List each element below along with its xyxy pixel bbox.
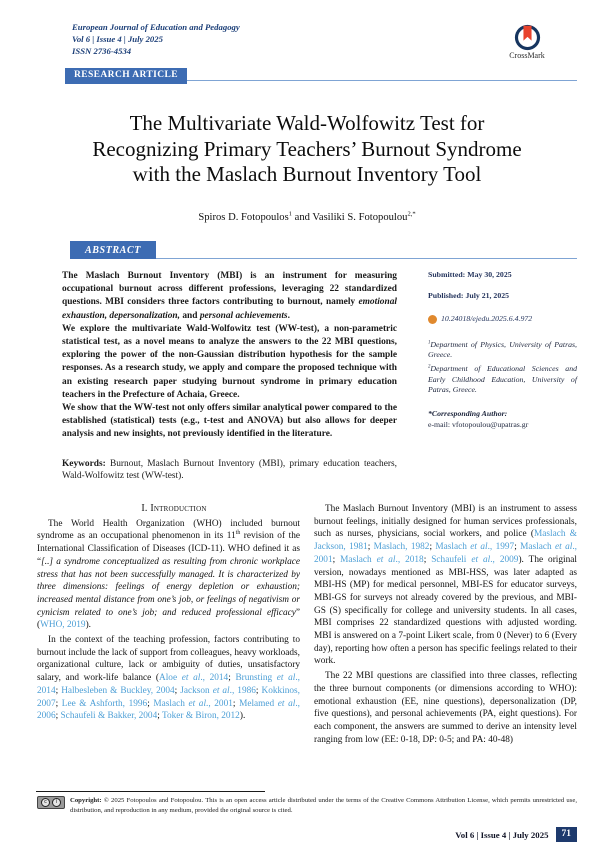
- article-type-rule: [65, 64, 577, 81]
- text-run: I.: [141, 503, 151, 514]
- citation-link[interactable]: Jackson: [180, 685, 213, 696]
- text-run: ).: [239, 711, 246, 722]
- citation-link[interactable]: Maslach: [435, 542, 471, 553]
- text-run: May 30, 2025: [467, 270, 512, 279]
- left-column: [37, 503, 300, 748]
- submitted-date: [428, 270, 577, 281]
- citation-link[interactable]: ., 2014: [37, 673, 301, 696]
- copyright-text: [70, 797, 577, 814]
- citation-link[interactable]: Lee & Ashforth, 1996: [61, 698, 148, 709]
- published-date: [428, 291, 577, 302]
- text-run: ” (: [37, 607, 300, 631]
- page-number-badge: 71: [556, 827, 578, 842]
- text-run: .: [287, 310, 290, 321]
- citation-link[interactable]: ., 2001: [206, 698, 233, 709]
- doi-icon: [428, 315, 437, 324]
- intro-paragraph-1: [37, 518, 300, 632]
- text-run: 1: [428, 340, 431, 346]
- text-run: Submitted:: [428, 270, 468, 279]
- body-paragraph-4: [314, 670, 577, 746]
- citation-link[interactable]: ., 2006: [37, 698, 300, 722]
- citation-link[interactable]: et al: [470, 542, 488, 553]
- text-run: Burnout, Maslach Burnout Inventory (MBI), primary education teachers, Wald-Wolfowitz test (WW-test).: [62, 458, 397, 482]
- citation-link[interactable]: et al: [212, 685, 230, 696]
- citation-link[interactable]: et al: [555, 542, 573, 553]
- text-run: The World Health Organization (WHO) included burnout syndrome as an occupational phenomenon in its 11: [37, 518, 300, 542]
- text-run: ;: [147, 698, 154, 709]
- citation-link[interactable]: WHO, 2019: [40, 620, 86, 631]
- text-run: ;: [429, 542, 436, 553]
- affiliation-1: [428, 340, 577, 361]
- citation-link[interactable]: ., 1997: [487, 542, 515, 553]
- citation-link[interactable]: Melamed: [239, 698, 278, 709]
- journal-volume-line: Vol 6 | Issue 4 | July 2025: [72, 33, 163, 44]
- page-title: [47, 111, 567, 188]
- citation-link[interactable]: et al: [471, 554, 491, 565]
- title-line-1: The Multivariate Wald-Wolfowitz Test for: [129, 111, 485, 135]
- title-line-2: Recognizing Primary Teachers’ Burnout Syndrome: [92, 136, 522, 161]
- title-line-3: with the Maslach Burnout Inventory Tool: [132, 162, 482, 186]
- citation-link[interactable]: ., 2014: [200, 673, 229, 684]
- text-run: emotional exhaustion, depersonalization,: [62, 297, 397, 321]
- text-run: Spiros D. Fotopoulos: [198, 212, 289, 223]
- text-run: ;: [423, 554, 432, 565]
- text-run: The Maslach Burnout Inventory (MBI) is an instrument to assess burnout feelings, initially designed for human services professionals, such as nurses, physicians, social workers, and police (: [314, 504, 577, 540]
- citation-link[interactable]: et al: [376, 554, 396, 565]
- authors-line: [0, 212, 614, 223]
- text-run: ;: [228, 673, 236, 684]
- text-run: We show that the WW-test not only offers similar analytical power compared to the established (statistical) tests (e.g., t-test and ANOVA) but also allows for deeper analysis and new insights, not previously identified in the literature.: [62, 403, 397, 440]
- text-run: ;: [255, 685, 262, 696]
- text-run: ).: [85, 620, 91, 631]
- text-run: Introduction: [150, 503, 207, 514]
- body-paragraph-3: [314, 503, 577, 668]
- doi-link[interactable]: 10.24018/ejedu.2025.6.4.972: [441, 314, 533, 324]
- text-run: Department of Educational Sciences and Early Childhood Education, University of Patras, Greece.: [428, 363, 577, 395]
- affiliation-2: [428, 364, 577, 396]
- text-run: In the context of the teaching profession, factors contributing to burnout include the lack of support from colleagues, heavy workloads, organizational culture, lack or ambiguity of duties, unsatisfactory salary, and work-life balance (: [37, 635, 300, 684]
- text-run: © 2025 Fotopoulos and Fotopoulou. This is an open access article distributed under the terms of the Creative Commons Attribution License, which permits unrestricted use, distribution, and reproduction in any medium, provided the original source is cited.: [70, 797, 577, 814]
- body-columns: [37, 503, 577, 748]
- citation-link[interactable]: Schaufeli & Bakker, 2004: [60, 711, 158, 722]
- abstract-rule: [70, 240, 577, 259]
- journal-issn: ISSN 2736-4534: [72, 45, 132, 56]
- text-run: Keywords:: [62, 458, 110, 469]
- abstract-heading-badge: ABSTRACT: [70, 241, 156, 259]
- copyright-notice: [37, 796, 577, 816]
- journal-title: European Journal of Education and Pedagogy: [72, 22, 240, 32]
- text-run: th: [235, 530, 241, 537]
- cc-icon: c: [41, 798, 50, 807]
- corresponding-email-link[interactable]: e-mail: vfotopoulou@upatras.gr: [428, 420, 529, 430]
- abstract-body: [62, 270, 397, 483]
- text-run: ;: [157, 711, 162, 722]
- cc-license-icon: [37, 796, 65, 809]
- intro-paragraph-2: [37, 634, 300, 723]
- text-run: ;: [55, 698, 62, 709]
- text-run: We explore the multivariate Wald-Wolfowitz test (WW-test), a non-parametric statistical test, as a novel means to analyze the answers to the 22 MBI questions, exploring the power of the non-Gaussian distribution hypothesis for the sample responses. As a research study, we apply and compare the proposed technique with an existing research paper studying burnout syndrome in primary education teachers in the Prefecture of Achaia, Greece.: [62, 323, 397, 400]
- keywords-line: [62, 458, 397, 483]
- citation-link[interactable]: ., 2009: [490, 554, 519, 565]
- article-meta-sidebar: [428, 270, 577, 483]
- text-run: ;: [332, 554, 341, 565]
- abstract-paragraph-2: [62, 323, 397, 402]
- citation-link[interactable]: Halbesleben & Buckley, 2004: [61, 685, 175, 696]
- text-run: The 22 MBI questions are classified into three classes, reflecting the three burnout components (or dimensions according to WHO): emotional exhaustion (EE, nine questions), depersonalization (DP, five questions), and personal achievements (PA, eight questions). For each component, the answers are summed to derive an intensity level ranging from low (EE: 0-18, DP: 0-5; and PA: 40-48): [314, 671, 577, 745]
- right-column: [314, 503, 577, 748]
- text-run: 2: [428, 364, 431, 370]
- text-run: [..] a syndrome conceptualized as resulting from chronic workplace stress that has not been successfully managed. It is characterized by three dimensions: feelings of energy depletion or exhaustion; increased mental distance from one’s job, or feelings of negativism or cynicism related to one’s job; and reduced professional efficacy: [37, 556, 300, 618]
- text-run: ). The original version, nowadays mentioned as MBI-HSS, was later adapted as MBI-HS (MP) for medical personnel, MBI-ES for educator surveys, MBI-GS for surveys not already covered by the previous, and MBI-GS (S) specifically for college and university students. In all cases, MBI comprises 22 standardized questions with adjusted wording. MBI is answered on a 7-point Likert scale, from 0 (Never) to 6 (Every day), reporting how often a person has specific feelings related to their work.: [314, 554, 577, 667]
- citation-link[interactable]: Maslach: [340, 554, 377, 565]
- article-type-badge: RESEARCH ARTICLE: [65, 68, 187, 84]
- citation-link[interactable]: Aloe: [159, 673, 182, 684]
- citation-link[interactable]: Maslach, 1982: [373, 542, 430, 553]
- abstract-paragraph-1: [62, 270, 397, 323]
- text-run: Published:: [428, 290, 466, 300]
- citation-link[interactable]: et al: [277, 698, 296, 709]
- corresponding-author-label: *Corresponding Author:: [428, 408, 508, 418]
- citation-link[interactable]: Maslach: [153, 698, 189, 709]
- corresponding-author-block: [428, 409, 577, 431]
- crossmark-button[interactable]: [497, 24, 557, 60]
- doi-row[interactable]: [428, 314, 577, 325]
- citation-link[interactable]: Kokkinos, 2007: [37, 685, 300, 709]
- text-run: revision of the International Classification of Diseases (ICD-11). WHO defined it as “: [37, 531, 300, 567]
- citation-link[interactable]: ., 1986: [229, 685, 256, 696]
- text-run: ;: [232, 698, 240, 709]
- text-run: and: [180, 310, 200, 321]
- section-heading-introduction: [37, 503, 300, 516]
- citation-link[interactable]: Schaufeli: [431, 554, 472, 565]
- citation-link[interactable]: Toker & Biron, 2012: [161, 711, 240, 722]
- text-run: personal achievements: [199, 310, 288, 321]
- footer-volume-line: Vol 6 | Issue 4 | July 2025: [455, 829, 549, 840]
- crossmark-label: CrossMark: [509, 51, 545, 60]
- text-run: The Maslach Burnout Inventory (MBI) is an instrument for measuring occupational burnout across different professions, leveraging 22 standardized questions. MBI considers three factors contributing to burnout, namely: [62, 271, 397, 308]
- page-footer: [455, 827, 577, 842]
- text-run: Department of Physics, University of Patras, Greece.: [428, 339, 577, 360]
- citation-link[interactable]: ., 2001: [314, 542, 577, 565]
- text-run: Copyright:: [70, 797, 104, 804]
- text-run: July 21, 2025: [465, 290, 510, 300]
- footnote-divider: [36, 791, 265, 792]
- citation-link[interactable]: et al: [276, 673, 296, 684]
- crossmark-icon: [497, 24, 557, 51]
- journal-info: [72, 22, 240, 57]
- citation-link[interactable]: et al: [188, 698, 207, 709]
- text-run: 1: [288, 210, 292, 218]
- text-run: 2,*: [407, 210, 416, 218]
- citation-link[interactable]: Brunsting: [235, 673, 277, 684]
- citation-link[interactable]: et al: [181, 673, 201, 684]
- citation-link[interactable]: Maslach & Jackson, 1981: [314, 529, 577, 553]
- text-run: and Vasiliki S. Fotopoulou: [291, 212, 408, 223]
- citation-link[interactable]: Maslach: [520, 542, 555, 553]
- text-run: ;: [367, 542, 374, 553]
- text-run: ;: [514, 542, 521, 553]
- citation-link[interactable]: ., 2018: [395, 554, 424, 565]
- abstract-paragraph-3: [62, 402, 397, 442]
- text-run: ;: [55, 685, 62, 696]
- abstract-section: [62, 270, 577, 483]
- text-run: ;: [174, 685, 181, 696]
- text-run: ;: [55, 711, 61, 722]
- cc-by-icon: i: [52, 798, 61, 807]
